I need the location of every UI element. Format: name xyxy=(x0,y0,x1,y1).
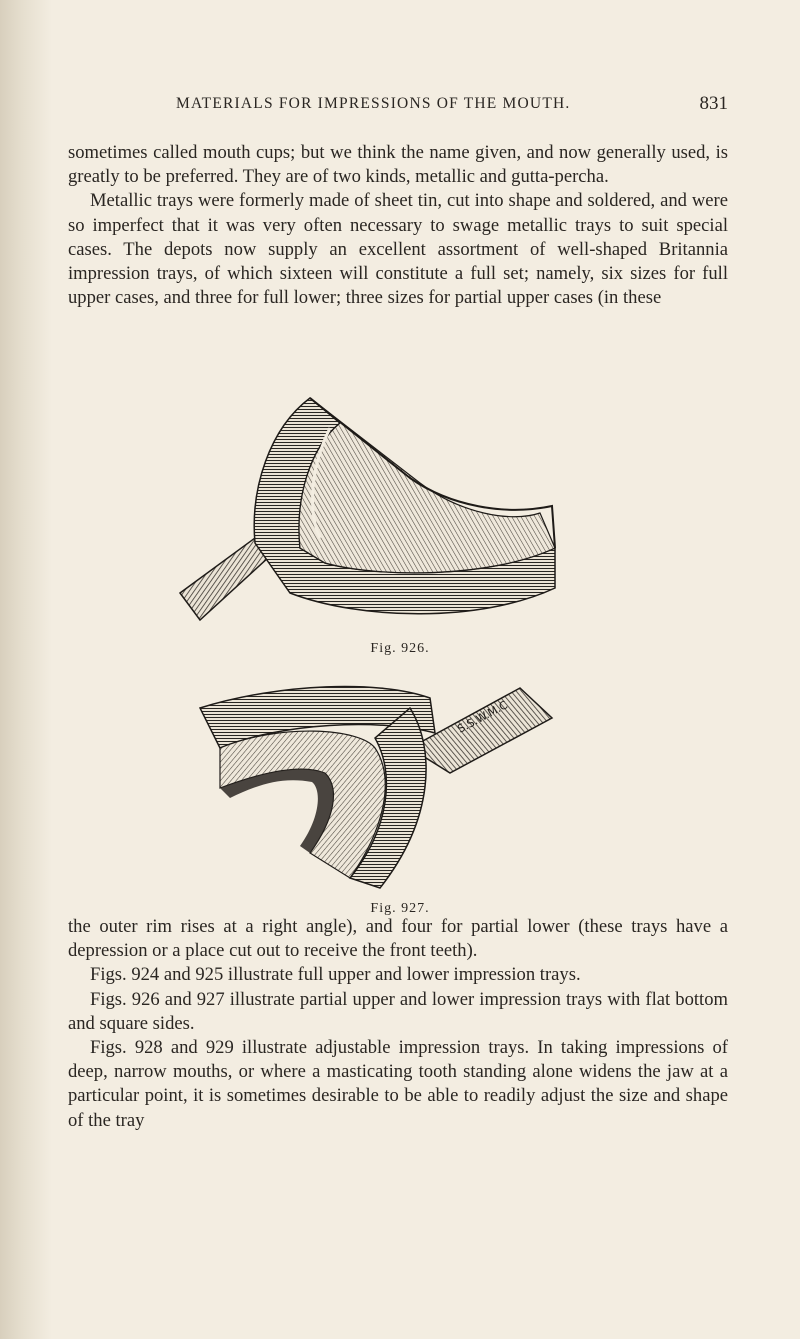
paragraph: the outer rim rises at a right angle), and four for partial lower (these trays have a depression or a place cut out to receive the front teeth). xyxy=(68,916,728,962)
figure-926-illustration xyxy=(160,388,600,628)
figure-927-caption: Fig. 927. xyxy=(370,901,430,916)
paragraph: Figs. 926 and 927 illustrate partial upper and lower impression trays with flat bottom and square sides. xyxy=(68,988,728,1034)
running-head: MATERIALS FOR IMPRESSIONS OF THE MOUTH. xyxy=(176,95,571,112)
impression-tray-upper-image xyxy=(160,388,600,628)
page-edge-shadow xyxy=(0,0,52,1339)
engraved-mark: S.S.W.M.C xyxy=(455,698,510,736)
page-number: 831 xyxy=(699,93,728,114)
figure-927-illustration xyxy=(160,678,600,908)
body-text-top xyxy=(68,141,728,310)
figure-926-caption: Fig. 926. xyxy=(370,641,430,656)
paragraph: sometimes called mouth cups; but we think the name given, and now generally used, is greatly to be preferred. They are of two kinds, metallic and gutta-percha. xyxy=(68,142,728,188)
paragraph: Figs. 924 and 925 illustrate full upper and lower impression trays. xyxy=(90,964,581,986)
body-text-bottom xyxy=(68,915,728,1133)
page-header xyxy=(68,93,728,123)
paragraph: Figs. 928 and 929 illustrate adjustable impression trays. In taking impressions of deep, narrow mouths, or where a masticating tooth standing alone widens the jaw at a particular point, it is sometimes desirable to be able to readily adjust the size and shape of the tray xyxy=(68,1037,728,1131)
impression-tray-lower-image xyxy=(160,678,600,908)
paragraph: Metallic trays were formerly made of sheet tin, cut into shape and soldered, and were so imperfect that it was very often necessary to swage metallic trays to suit special cases. The depots now supply an excellent assortment of well-shaped Britannia impression trays, of which sixteen will constitute a full set; namely, six sizes for full upper cases, and three for full lower; three sizes for partial upper cases (in these xyxy=(68,190,728,309)
